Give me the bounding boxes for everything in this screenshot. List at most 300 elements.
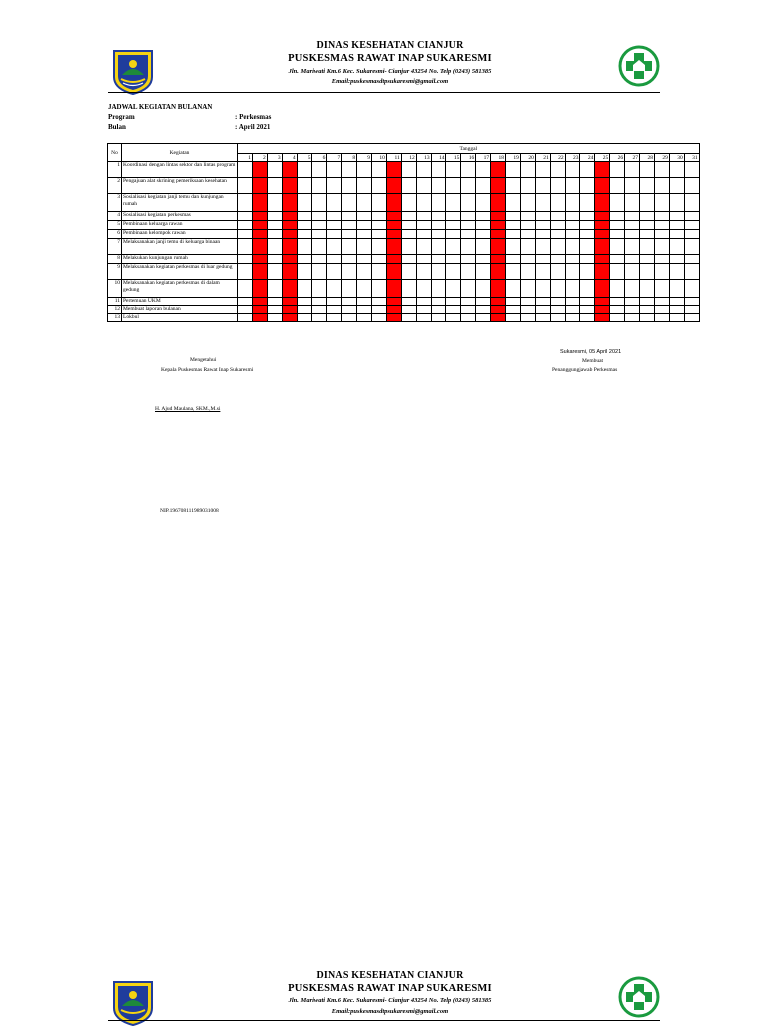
day-cell xyxy=(461,194,476,212)
day-cell xyxy=(312,239,327,255)
day-cell xyxy=(297,280,312,298)
day-cell xyxy=(610,221,625,230)
day-cell xyxy=(238,306,253,314)
day-cell xyxy=(372,314,387,322)
day-cell xyxy=(506,255,521,264)
day-cell xyxy=(446,306,461,314)
row-number: 4 xyxy=(108,212,122,221)
scheduled-day-cell xyxy=(595,255,610,264)
day-cell xyxy=(669,230,684,239)
day-cell xyxy=(520,212,535,221)
scheduled-day-cell xyxy=(491,239,506,255)
day-cell xyxy=(431,221,446,230)
day-cell xyxy=(684,255,699,264)
day-cell xyxy=(461,255,476,264)
day-cell xyxy=(669,280,684,298)
day-cell xyxy=(610,230,625,239)
day-cell xyxy=(297,178,312,194)
day-cell xyxy=(610,212,625,221)
header-address: Jln. Mariwati Km.6 Kec. Sukaresmi- Cianjur 43254 No. Telp (0243) 581385 xyxy=(288,68,492,75)
day-cell xyxy=(327,178,342,194)
day-cell xyxy=(565,264,580,280)
day-cell xyxy=(520,255,535,264)
day-cell xyxy=(565,298,580,306)
col-date-header: Tanggal xyxy=(238,144,700,154)
letterhead-header xyxy=(0,38,768,98)
day-header-3: 3 xyxy=(267,154,282,162)
day-cell xyxy=(476,298,491,306)
day-cell xyxy=(535,162,550,178)
day-cell xyxy=(625,221,640,230)
row-activity: Membuat laporan bulanan xyxy=(122,306,238,314)
table-row xyxy=(108,255,700,264)
day-cell xyxy=(312,298,327,306)
scheduled-day-cell xyxy=(252,230,267,239)
day-cell xyxy=(610,280,625,298)
day-cell xyxy=(372,194,387,212)
scheduled-day-cell xyxy=(386,306,401,314)
day-cell xyxy=(416,264,431,280)
day-cell xyxy=(625,162,640,178)
day-cell xyxy=(357,239,372,255)
day-cell xyxy=(372,230,387,239)
scheduled-day-cell xyxy=(386,212,401,221)
day-cell xyxy=(476,264,491,280)
scheduled-day-cell xyxy=(491,162,506,178)
day-header-1: 1 xyxy=(238,154,253,162)
day-cell xyxy=(610,239,625,255)
scheduled-day-cell xyxy=(595,239,610,255)
day-cell xyxy=(401,178,416,194)
day-cell xyxy=(625,212,640,221)
day-cell xyxy=(357,280,372,298)
day-cell xyxy=(684,230,699,239)
day-cell xyxy=(535,239,550,255)
table-row xyxy=(108,194,700,212)
day-cell xyxy=(565,306,580,314)
day-cell xyxy=(401,221,416,230)
day-cell xyxy=(327,221,342,230)
day-cell xyxy=(640,264,655,280)
cianjur-regency-emblem-icon xyxy=(112,49,154,95)
day-cell xyxy=(565,280,580,298)
scheduled-day-cell xyxy=(595,230,610,239)
header-divider xyxy=(108,92,660,93)
day-cell xyxy=(401,264,416,280)
day-header-8: 8 xyxy=(342,154,357,162)
day-cell xyxy=(297,194,312,212)
day-cell xyxy=(640,239,655,255)
day-cell xyxy=(520,298,535,306)
day-cell xyxy=(461,280,476,298)
day-cell xyxy=(669,221,684,230)
day-cell xyxy=(476,212,491,221)
day-cell xyxy=(446,162,461,178)
day-cell xyxy=(654,212,669,221)
footer-facility-name: PUSKESMAS RAWAT INAP SUKARESMI xyxy=(288,983,492,994)
day-cell xyxy=(565,212,580,221)
day-cell xyxy=(312,178,327,194)
day-cell xyxy=(446,314,461,322)
row-activity: Melakukan kunjungan rumah xyxy=(122,255,238,264)
day-header-19: 19 xyxy=(506,154,521,162)
scheduled-day-cell xyxy=(282,162,297,178)
day-cell xyxy=(550,264,565,280)
day-cell xyxy=(431,239,446,255)
day-cell xyxy=(401,255,416,264)
day-cell xyxy=(580,194,595,212)
day-cell xyxy=(654,255,669,264)
day-cell xyxy=(580,230,595,239)
program-label: Program xyxy=(108,113,135,121)
day-cell xyxy=(267,178,282,194)
day-cell xyxy=(625,178,640,194)
day-cell xyxy=(550,298,565,306)
day-cell xyxy=(416,306,431,314)
day-cell xyxy=(654,162,669,178)
day-cell xyxy=(535,280,550,298)
footer-email: Email:puskesmasdtpsukaresmi@gmail.com xyxy=(331,1008,449,1015)
scheduled-day-cell xyxy=(252,255,267,264)
day-cell xyxy=(357,314,372,322)
day-cell xyxy=(580,255,595,264)
day-cell xyxy=(625,239,640,255)
day-cell xyxy=(446,230,461,239)
day-cell xyxy=(550,212,565,221)
day-cell xyxy=(625,230,640,239)
day-cell xyxy=(312,306,327,314)
day-cell xyxy=(461,178,476,194)
day-header-9: 9 xyxy=(357,154,372,162)
day-cell xyxy=(654,194,669,212)
day-cell xyxy=(535,264,550,280)
day-cell xyxy=(506,221,521,230)
table-row xyxy=(108,239,700,255)
day-cell xyxy=(372,306,387,314)
day-cell xyxy=(506,306,521,314)
day-cell xyxy=(610,298,625,306)
day-cell xyxy=(267,314,282,322)
day-cell xyxy=(238,212,253,221)
day-cell xyxy=(654,280,669,298)
day-cell xyxy=(669,255,684,264)
day-cell xyxy=(312,162,327,178)
scheduled-day-cell xyxy=(252,264,267,280)
day-cell xyxy=(520,280,535,298)
day-header-28: 28 xyxy=(640,154,655,162)
table-row xyxy=(108,212,700,221)
day-cell xyxy=(625,314,640,322)
day-cell xyxy=(431,306,446,314)
day-cell xyxy=(297,264,312,280)
day-cell xyxy=(446,212,461,221)
scheduled-day-cell xyxy=(595,264,610,280)
day-cell xyxy=(372,264,387,280)
day-cell xyxy=(372,162,387,178)
footer-address: Jln. Mariwati Km.6 Kec. Sukaresmi- Cianjur 43254 No. Telp (0243) 581385 xyxy=(288,997,492,1004)
day-cell xyxy=(476,230,491,239)
day-cell xyxy=(238,239,253,255)
scheduled-day-cell xyxy=(386,280,401,298)
left-signature-role: Kepala Puskesmas Rawat Inap Sukaresmi xyxy=(161,367,254,373)
day-cell xyxy=(327,298,342,306)
day-cell xyxy=(669,264,684,280)
day-cell xyxy=(327,255,342,264)
row-number: 7 xyxy=(108,239,122,255)
scheduled-day-cell xyxy=(595,194,610,212)
day-cell xyxy=(357,264,372,280)
day-cell xyxy=(476,280,491,298)
day-cell xyxy=(327,239,342,255)
day-cell xyxy=(401,314,416,322)
day-cell xyxy=(506,178,521,194)
scheduled-day-cell xyxy=(595,162,610,178)
day-cell xyxy=(312,194,327,212)
signature-date-place: Sukaresmi, 05 April 2021 xyxy=(560,349,622,355)
day-cell xyxy=(684,239,699,255)
left-signatory-name: H. Ajud Maulana, SKM.,M.si xyxy=(155,406,221,412)
day-cell xyxy=(550,178,565,194)
day-cell xyxy=(357,298,372,306)
scheduled-day-cell xyxy=(386,239,401,255)
day-cell xyxy=(416,230,431,239)
day-cell xyxy=(312,230,327,239)
scheduled-day-cell xyxy=(386,264,401,280)
day-cell xyxy=(476,221,491,230)
day-cell xyxy=(654,314,669,322)
day-cell xyxy=(342,264,357,280)
day-cell xyxy=(267,280,282,298)
day-cell xyxy=(565,255,580,264)
day-cell xyxy=(669,194,684,212)
day-cell xyxy=(550,306,565,314)
schedule-rows xyxy=(108,162,700,322)
day-cell xyxy=(446,221,461,230)
day-header-13: 13 xyxy=(416,154,431,162)
day-cell xyxy=(312,221,327,230)
day-cell xyxy=(327,212,342,221)
schedule-title: JADWAL KEGIATAN BULANAN xyxy=(108,103,213,111)
day-cell xyxy=(372,298,387,306)
schedule-table xyxy=(107,143,700,322)
day-header-24: 24 xyxy=(580,154,595,162)
day-cell xyxy=(238,264,253,280)
right-signature-role: Penanggungjawab Perkesmas xyxy=(552,367,618,373)
day-cell xyxy=(535,314,550,322)
table-row xyxy=(108,298,700,306)
day-cell xyxy=(506,280,521,298)
day-cell xyxy=(610,194,625,212)
day-cell xyxy=(506,212,521,221)
day-cell xyxy=(580,264,595,280)
day-cell xyxy=(550,280,565,298)
day-cell xyxy=(446,239,461,255)
day-cell xyxy=(446,298,461,306)
scheduled-day-cell xyxy=(282,280,297,298)
day-cell xyxy=(684,306,699,314)
day-header-16: 16 xyxy=(461,154,476,162)
scheduled-day-cell xyxy=(386,194,401,212)
day-cell xyxy=(297,230,312,239)
day-cell xyxy=(238,298,253,306)
scheduled-day-cell xyxy=(595,221,610,230)
row-number: 10 xyxy=(108,280,122,298)
header-email: Email:puskesmasdtpsukaresmi@gmail.com xyxy=(331,78,449,85)
day-cell xyxy=(565,194,580,212)
scheduled-day-cell xyxy=(386,230,401,239)
day-cell xyxy=(640,178,655,194)
header-agency-name: DINAS KESEHATAN CIANJUR xyxy=(316,40,464,51)
day-cell xyxy=(431,162,446,178)
day-header-23: 23 xyxy=(565,154,580,162)
day-cell xyxy=(431,298,446,306)
day-cell xyxy=(416,162,431,178)
day-cell xyxy=(654,178,669,194)
left-signature-caption: Mengetahui xyxy=(190,357,217,363)
day-cell xyxy=(297,255,312,264)
day-cell xyxy=(401,162,416,178)
day-cell xyxy=(431,230,446,239)
scheduled-day-cell xyxy=(491,306,506,314)
day-cell xyxy=(461,264,476,280)
scheduled-day-cell xyxy=(491,178,506,194)
day-cell xyxy=(476,314,491,322)
scheduled-day-cell xyxy=(282,255,297,264)
day-cell xyxy=(506,264,521,280)
table-header-row xyxy=(108,144,700,154)
scheduled-day-cell xyxy=(282,306,297,314)
scheduled-day-cell xyxy=(595,212,610,221)
day-cell xyxy=(297,239,312,255)
day-header-29: 29 xyxy=(654,154,669,162)
day-cell xyxy=(654,306,669,314)
row-activity: Sosialisasi kegiatan perkesmas xyxy=(122,212,238,221)
day-cell xyxy=(327,264,342,280)
day-cell xyxy=(446,178,461,194)
scheduled-day-cell xyxy=(491,212,506,221)
row-number: 8 xyxy=(108,255,122,264)
day-cell xyxy=(580,178,595,194)
day-cell xyxy=(535,194,550,212)
day-cell xyxy=(238,280,253,298)
scheduled-day-cell xyxy=(252,239,267,255)
day-cell xyxy=(267,306,282,314)
day-cell xyxy=(238,178,253,194)
day-cell xyxy=(297,306,312,314)
day-cell xyxy=(669,306,684,314)
day-cell xyxy=(684,264,699,280)
day-cell xyxy=(267,162,282,178)
day-cell xyxy=(565,230,580,239)
day-cell xyxy=(357,194,372,212)
scheduled-day-cell xyxy=(282,239,297,255)
day-cell xyxy=(238,162,253,178)
row-number: 3 xyxy=(108,194,122,212)
day-cell xyxy=(327,162,342,178)
day-cell xyxy=(267,298,282,306)
day-cell xyxy=(401,194,416,212)
row-activity: Sosialisasi kegiatan janji temu dan kunjungan rumah xyxy=(122,194,238,212)
day-cell xyxy=(580,298,595,306)
day-cell xyxy=(535,221,550,230)
scheduled-day-cell xyxy=(252,298,267,306)
day-cell xyxy=(669,162,684,178)
table-row xyxy=(108,264,700,280)
day-cell xyxy=(267,194,282,212)
day-header-30: 30 xyxy=(669,154,684,162)
scheduled-day-cell xyxy=(282,212,297,221)
scheduled-day-cell xyxy=(252,194,267,212)
day-cell xyxy=(416,255,431,264)
scheduled-day-cell xyxy=(595,306,610,314)
day-cell xyxy=(416,239,431,255)
day-cell xyxy=(312,255,327,264)
day-cell xyxy=(461,230,476,239)
day-cell xyxy=(342,162,357,178)
day-cell xyxy=(372,255,387,264)
table-row xyxy=(108,280,700,298)
day-cell xyxy=(267,264,282,280)
day-cell xyxy=(401,306,416,314)
day-cell xyxy=(461,298,476,306)
day-cell xyxy=(342,230,357,239)
day-cell xyxy=(625,280,640,298)
day-cell xyxy=(580,306,595,314)
day-cell xyxy=(297,162,312,178)
day-cell xyxy=(416,178,431,194)
day-cell xyxy=(640,162,655,178)
day-cell xyxy=(416,212,431,221)
day-cell xyxy=(327,280,342,298)
day-cell xyxy=(357,230,372,239)
day-cell xyxy=(267,230,282,239)
day-cell xyxy=(580,239,595,255)
health-cross-icon xyxy=(618,45,660,87)
day-cell xyxy=(416,298,431,306)
table-row xyxy=(108,178,700,194)
day-cell xyxy=(416,194,431,212)
scheduled-day-cell xyxy=(491,230,506,239)
day-cell xyxy=(327,306,342,314)
row-activity: Pembinaan kelompok rawan xyxy=(122,230,238,239)
day-cell xyxy=(357,306,372,314)
row-activity: Melaksanakan kegiatan perkesmas di luar gedung xyxy=(122,264,238,280)
day-cell xyxy=(372,178,387,194)
day-cell xyxy=(431,314,446,322)
scheduled-day-cell xyxy=(282,194,297,212)
day-cell xyxy=(476,306,491,314)
day-cell xyxy=(506,230,521,239)
day-cell xyxy=(640,280,655,298)
scheduled-day-cell xyxy=(282,264,297,280)
day-cell xyxy=(550,221,565,230)
day-header-25: 25 xyxy=(595,154,610,162)
scheduled-day-cell xyxy=(252,178,267,194)
scheduled-day-cell xyxy=(491,255,506,264)
day-cell xyxy=(357,255,372,264)
day-cell xyxy=(238,194,253,212)
day-header-7: 7 xyxy=(327,154,342,162)
day-cell xyxy=(610,255,625,264)
day-cell xyxy=(327,194,342,212)
day-cell xyxy=(357,162,372,178)
scheduled-day-cell xyxy=(252,212,267,221)
day-cell xyxy=(610,264,625,280)
day-cell xyxy=(580,212,595,221)
day-cell xyxy=(684,280,699,298)
day-cell xyxy=(610,306,625,314)
day-cell xyxy=(684,314,699,322)
